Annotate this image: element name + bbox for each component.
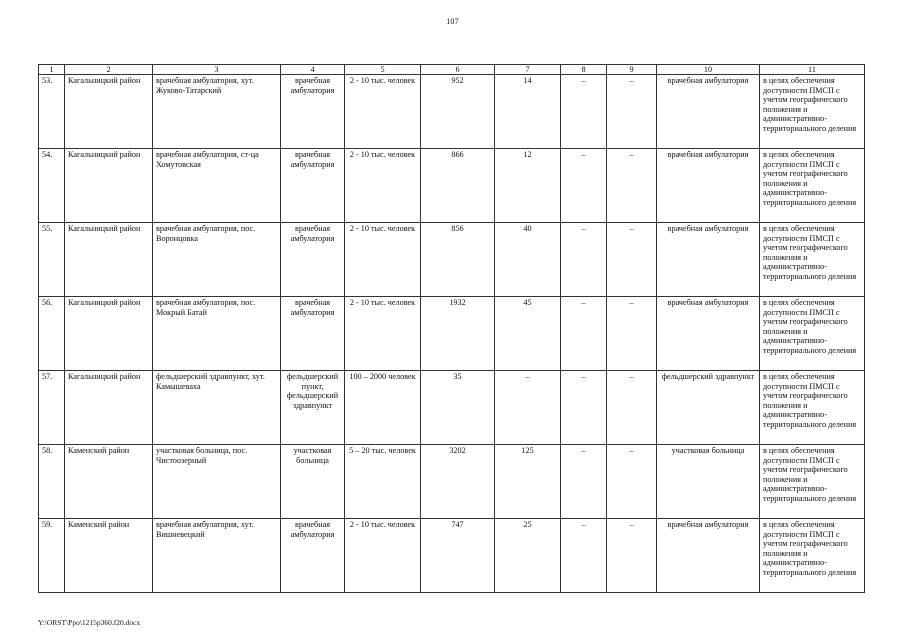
- header-row: [39, 65, 865, 75]
- col9-cell: –: [607, 445, 657, 519]
- col11-cell: в целях обеспечения доступности ПМСП с учетом географического положения и административно-территориального деления: [760, 75, 865, 149]
- population-cell: 2 - 10 тыс. человек: [345, 223, 421, 297]
- facility-cell: врачебная амбулатория, хут. Вишневецкий: [153, 519, 281, 593]
- facility-cell: врачебная амбулатория, пос. Мокрый Батай: [153, 297, 281, 371]
- page-number: 107: [446, 17, 459, 26]
- column-header: 10: [657, 65, 760, 75]
- col8-cell: –: [561, 371, 607, 445]
- col10-cell: врачебная амбулатория: [657, 297, 760, 371]
- column-header: 1: [39, 65, 65, 75]
- facility-cell: врачебная амбулатория, хут. Жуково-Татарский: [153, 75, 281, 149]
- col10-cell: фельдшерский здравпункт: [657, 371, 760, 445]
- row-number: 56.: [39, 297, 65, 371]
- population-cell: 2 - 10 тыс. человек: [345, 519, 421, 593]
- col11-cell: в целях обеспечения доступности ПМСП с учетом географического положения и административно-территориального деления: [760, 149, 865, 223]
- col10-cell: врачебная амбулатория: [657, 519, 760, 593]
- col9-cell: –: [607, 75, 657, 149]
- col11-cell: в целях обеспечения доступности ПМСП с учетом географического положения и административно-территориального деления: [760, 519, 865, 593]
- col6-cell: 3202: [421, 445, 495, 519]
- col9-cell: –: [607, 223, 657, 297]
- column-header: 8: [561, 65, 607, 75]
- type-cell: участковая больница: [281, 445, 345, 519]
- type-cell: фельдшерский пункт, фельдшерский здравпункт: [281, 371, 345, 445]
- column-header: 2: [65, 65, 153, 75]
- col6-cell: 952: [421, 75, 495, 149]
- district-cell: Кагальницкий район: [65, 223, 153, 297]
- row-number: 54.: [39, 149, 65, 223]
- col8-cell: –: [561, 223, 607, 297]
- district-cell: Кагальницкий район: [65, 371, 153, 445]
- col6-cell: 35: [421, 371, 495, 445]
- column-header: 9: [607, 65, 657, 75]
- col8-cell: –: [561, 445, 607, 519]
- col11-cell: в целях обеспечения доступности ПМСП с учетом географического положения и административно-территориального деления: [760, 371, 865, 445]
- row-number: 57.: [39, 371, 65, 445]
- col9-cell: –: [607, 297, 657, 371]
- row-number: 55.: [39, 223, 65, 297]
- col7-cell: 14: [495, 75, 561, 149]
- col11-cell: в целях обеспечения доступности ПМСП с учетом географического положения и административно-территориального деления: [760, 445, 865, 519]
- column-header: 4: [281, 65, 345, 75]
- col6-cell: 1932: [421, 297, 495, 371]
- type-cell: врачебная амбулатория: [281, 75, 345, 149]
- table-row: [39, 149, 865, 223]
- row-number: 59.: [39, 519, 65, 593]
- table-row: [39, 223, 865, 297]
- col8-cell: –: [561, 75, 607, 149]
- column-header: 6: [421, 65, 495, 75]
- population-cell: 2 - 10 тыс. человек: [345, 297, 421, 371]
- column-header: 11: [760, 65, 865, 75]
- col11-cell: в целях обеспечения доступности ПМСП с учетом географического положения и административно-территориального деления: [760, 223, 865, 297]
- district-cell: Каменский район: [65, 445, 153, 519]
- col10-cell: врачебная амбулатория: [657, 75, 760, 149]
- col7-cell: 25: [495, 519, 561, 593]
- district-cell: Кагальницкий район: [65, 297, 153, 371]
- col6-cell: 747: [421, 519, 495, 593]
- col7-cell: 45: [495, 297, 561, 371]
- col8-cell: –: [561, 297, 607, 371]
- table-row: [39, 297, 865, 371]
- type-cell: врачебная амбулатория: [281, 223, 345, 297]
- col7-cell: –: [495, 371, 561, 445]
- population-cell: 5 – 20 тыс. человек: [345, 445, 421, 519]
- table-row: [39, 445, 865, 519]
- table-row: [39, 519, 865, 593]
- row-number: 53.: [39, 75, 65, 149]
- facility-cell: врачебная амбулатория, пос. Воронцовка: [153, 223, 281, 297]
- type-cell: врачебная амбулатория: [281, 149, 345, 223]
- table-row: [39, 75, 865, 149]
- col6-cell: 856: [421, 223, 495, 297]
- col8-cell: –: [561, 149, 607, 223]
- facility-cell: врачебная амбулатория, ст-ца Хомутовская: [153, 149, 281, 223]
- population-cell: 2 - 10 тыс. человек: [345, 75, 421, 149]
- district-cell: Кагальницкий район: [65, 149, 153, 223]
- col9-cell: –: [607, 519, 657, 593]
- column-header: 3: [153, 65, 281, 75]
- col10-cell: врачебная амбулатория: [657, 149, 760, 223]
- document-path: Y:\ORST\Ppo\1215p360.f20.docx: [38, 618, 141, 627]
- population-cell: 2 - 10 тыс. человек: [345, 149, 421, 223]
- col7-cell: 40: [495, 223, 561, 297]
- col7-cell: 12: [495, 149, 561, 223]
- district-cell: Кагальницкий район: [65, 75, 153, 149]
- type-cell: врачебная амбулатория: [281, 297, 345, 371]
- type-cell: врачебная амбулатория: [281, 519, 345, 593]
- col8-cell: –: [561, 519, 607, 593]
- facility-cell: участковая больница, пос. Чистоозерный: [153, 445, 281, 519]
- row-number: 58.: [39, 445, 65, 519]
- facility-cell: фельдшерский здравпункт, хут. Камышеваха: [153, 371, 281, 445]
- col9-cell: –: [607, 149, 657, 223]
- column-header: 5: [345, 65, 421, 75]
- col7-cell: 125: [495, 445, 561, 519]
- column-header: 7: [495, 65, 561, 75]
- col11-cell: в целях обеспечения доступности ПМСП с учетом географического положения и административно-территориального деления: [760, 297, 865, 371]
- population-cell: 100 – 2000 человек: [345, 371, 421, 445]
- col6-cell: 866: [421, 149, 495, 223]
- col10-cell: участковая больница: [657, 445, 760, 519]
- facilities-table: [38, 64, 865, 593]
- table-row: [39, 371, 865, 445]
- district-cell: Каменский район: [65, 519, 153, 593]
- col9-cell: –: [607, 371, 657, 445]
- col10-cell: врачебная амбулатория: [657, 223, 760, 297]
